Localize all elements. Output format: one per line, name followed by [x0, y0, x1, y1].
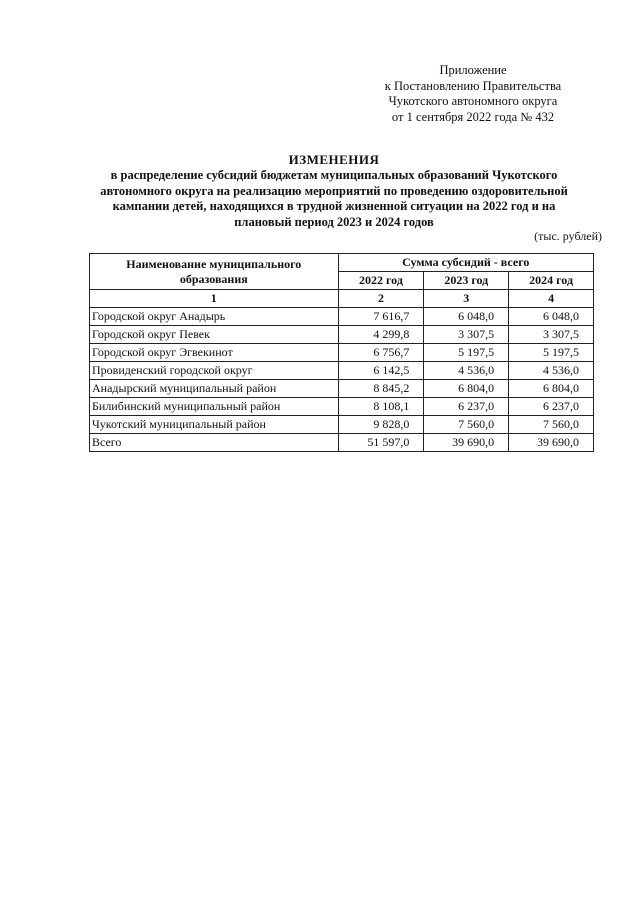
year-header: 2023 год: [424, 272, 509, 290]
value-2022: 8 108,1: [338, 398, 424, 416]
total-2023: 39 690,0: [424, 434, 509, 452]
year-header: 2024 год: [509, 272, 594, 290]
value-2024: 6 804,0: [509, 380, 594, 398]
appendix-line: от 1 сентября 2022 года № 432: [391, 109, 555, 124]
municipality-name: Городской округ Певек: [90, 326, 339, 344]
value-2023: 3 307,5: [424, 326, 509, 344]
value-2023: 6 804,0: [424, 380, 509, 398]
units-note: (тыс. рублей): [534, 229, 602, 243]
table-row: [90, 362, 594, 380]
value-2024: 4 536,0: [509, 362, 594, 380]
value-2024: 3 307,5: [509, 326, 594, 344]
document-title: ИЗМЕНЕНИЯ: [288, 152, 380, 167]
document-heading: [86, 152, 582, 231]
subsidy-table: [89, 253, 594, 452]
municipality-name: Провиденский городской округ: [90, 362, 339, 380]
value-2024: 7 560,0: [509, 416, 594, 434]
total-label: Всего: [90, 434, 339, 452]
heading-line: автономного округа на реализацию мероприятий по проведению оздоровительной: [100, 183, 568, 198]
total-2024: 39 690,0: [509, 434, 594, 452]
heading-line: плановый период 2023 и 2024 годов: [234, 215, 434, 230]
value-2023: 6 237,0: [424, 398, 509, 416]
column-number: 1: [90, 290, 339, 308]
heading-line: в распределение субсидий бюджетам муниципальных образований Чукотского: [110, 167, 558, 182]
value-2022: 8 845,2: [338, 380, 424, 398]
sum-column-header: Сумма субсидий - всего: [338, 254, 593, 272]
value-2024: 6 237,0: [509, 398, 594, 416]
value-2022: 6 142,5: [338, 362, 424, 380]
column-number-row: [90, 290, 594, 308]
table-header-row: [90, 254, 594, 272]
heading-line: кампании детей, находящихся в трудной жизненной ситуации на 2022 год и на: [112, 199, 556, 214]
year-header: 2022 год: [338, 272, 424, 290]
table-row: [90, 344, 594, 362]
table-row: [90, 326, 594, 344]
name-column-header: Наименование муниципального образования: [90, 254, 339, 290]
table-row: [90, 380, 594, 398]
table-row: [90, 308, 594, 326]
appendix-line: Чукотского автономного округа: [388, 94, 558, 108]
appendix-line: к Постановлению Правительства: [384, 78, 562, 93]
table-row: [90, 416, 594, 434]
municipality-name: Билибинский муниципальный район: [90, 398, 339, 416]
total-2022: 51 597,0: [338, 434, 424, 452]
municipality-name: Городской округ Анадырь: [90, 308, 339, 326]
municipality-name: Чукотский муниципальный район: [90, 416, 339, 434]
value-2022: 6 756,7: [338, 344, 424, 362]
value-2023: 4 536,0: [424, 362, 509, 380]
total-row: [90, 434, 594, 452]
value-2022: 4 299,8: [338, 326, 424, 344]
value-2024: 6 048,0: [509, 308, 594, 326]
municipality-name: Анадырский муниципальный район: [90, 380, 339, 398]
column-number: 2: [338, 290, 424, 308]
value-2023: 6 048,0: [424, 308, 509, 326]
column-number: 3: [424, 290, 509, 308]
column-number: 4: [509, 290, 594, 308]
value-2022: 7 616,7: [338, 308, 424, 326]
municipality-name: Городской округ Эгвекинот: [90, 344, 339, 362]
value-2023: 7 560,0: [424, 416, 509, 434]
value-2022: 9 828,0: [338, 416, 424, 434]
appendix-line: Приложение: [439, 63, 507, 77]
table-row: [90, 398, 594, 416]
value-2023: 5 197,5: [424, 344, 509, 362]
appendix-block: [358, 63, 588, 125]
value-2024: 5 197,5: [509, 344, 594, 362]
